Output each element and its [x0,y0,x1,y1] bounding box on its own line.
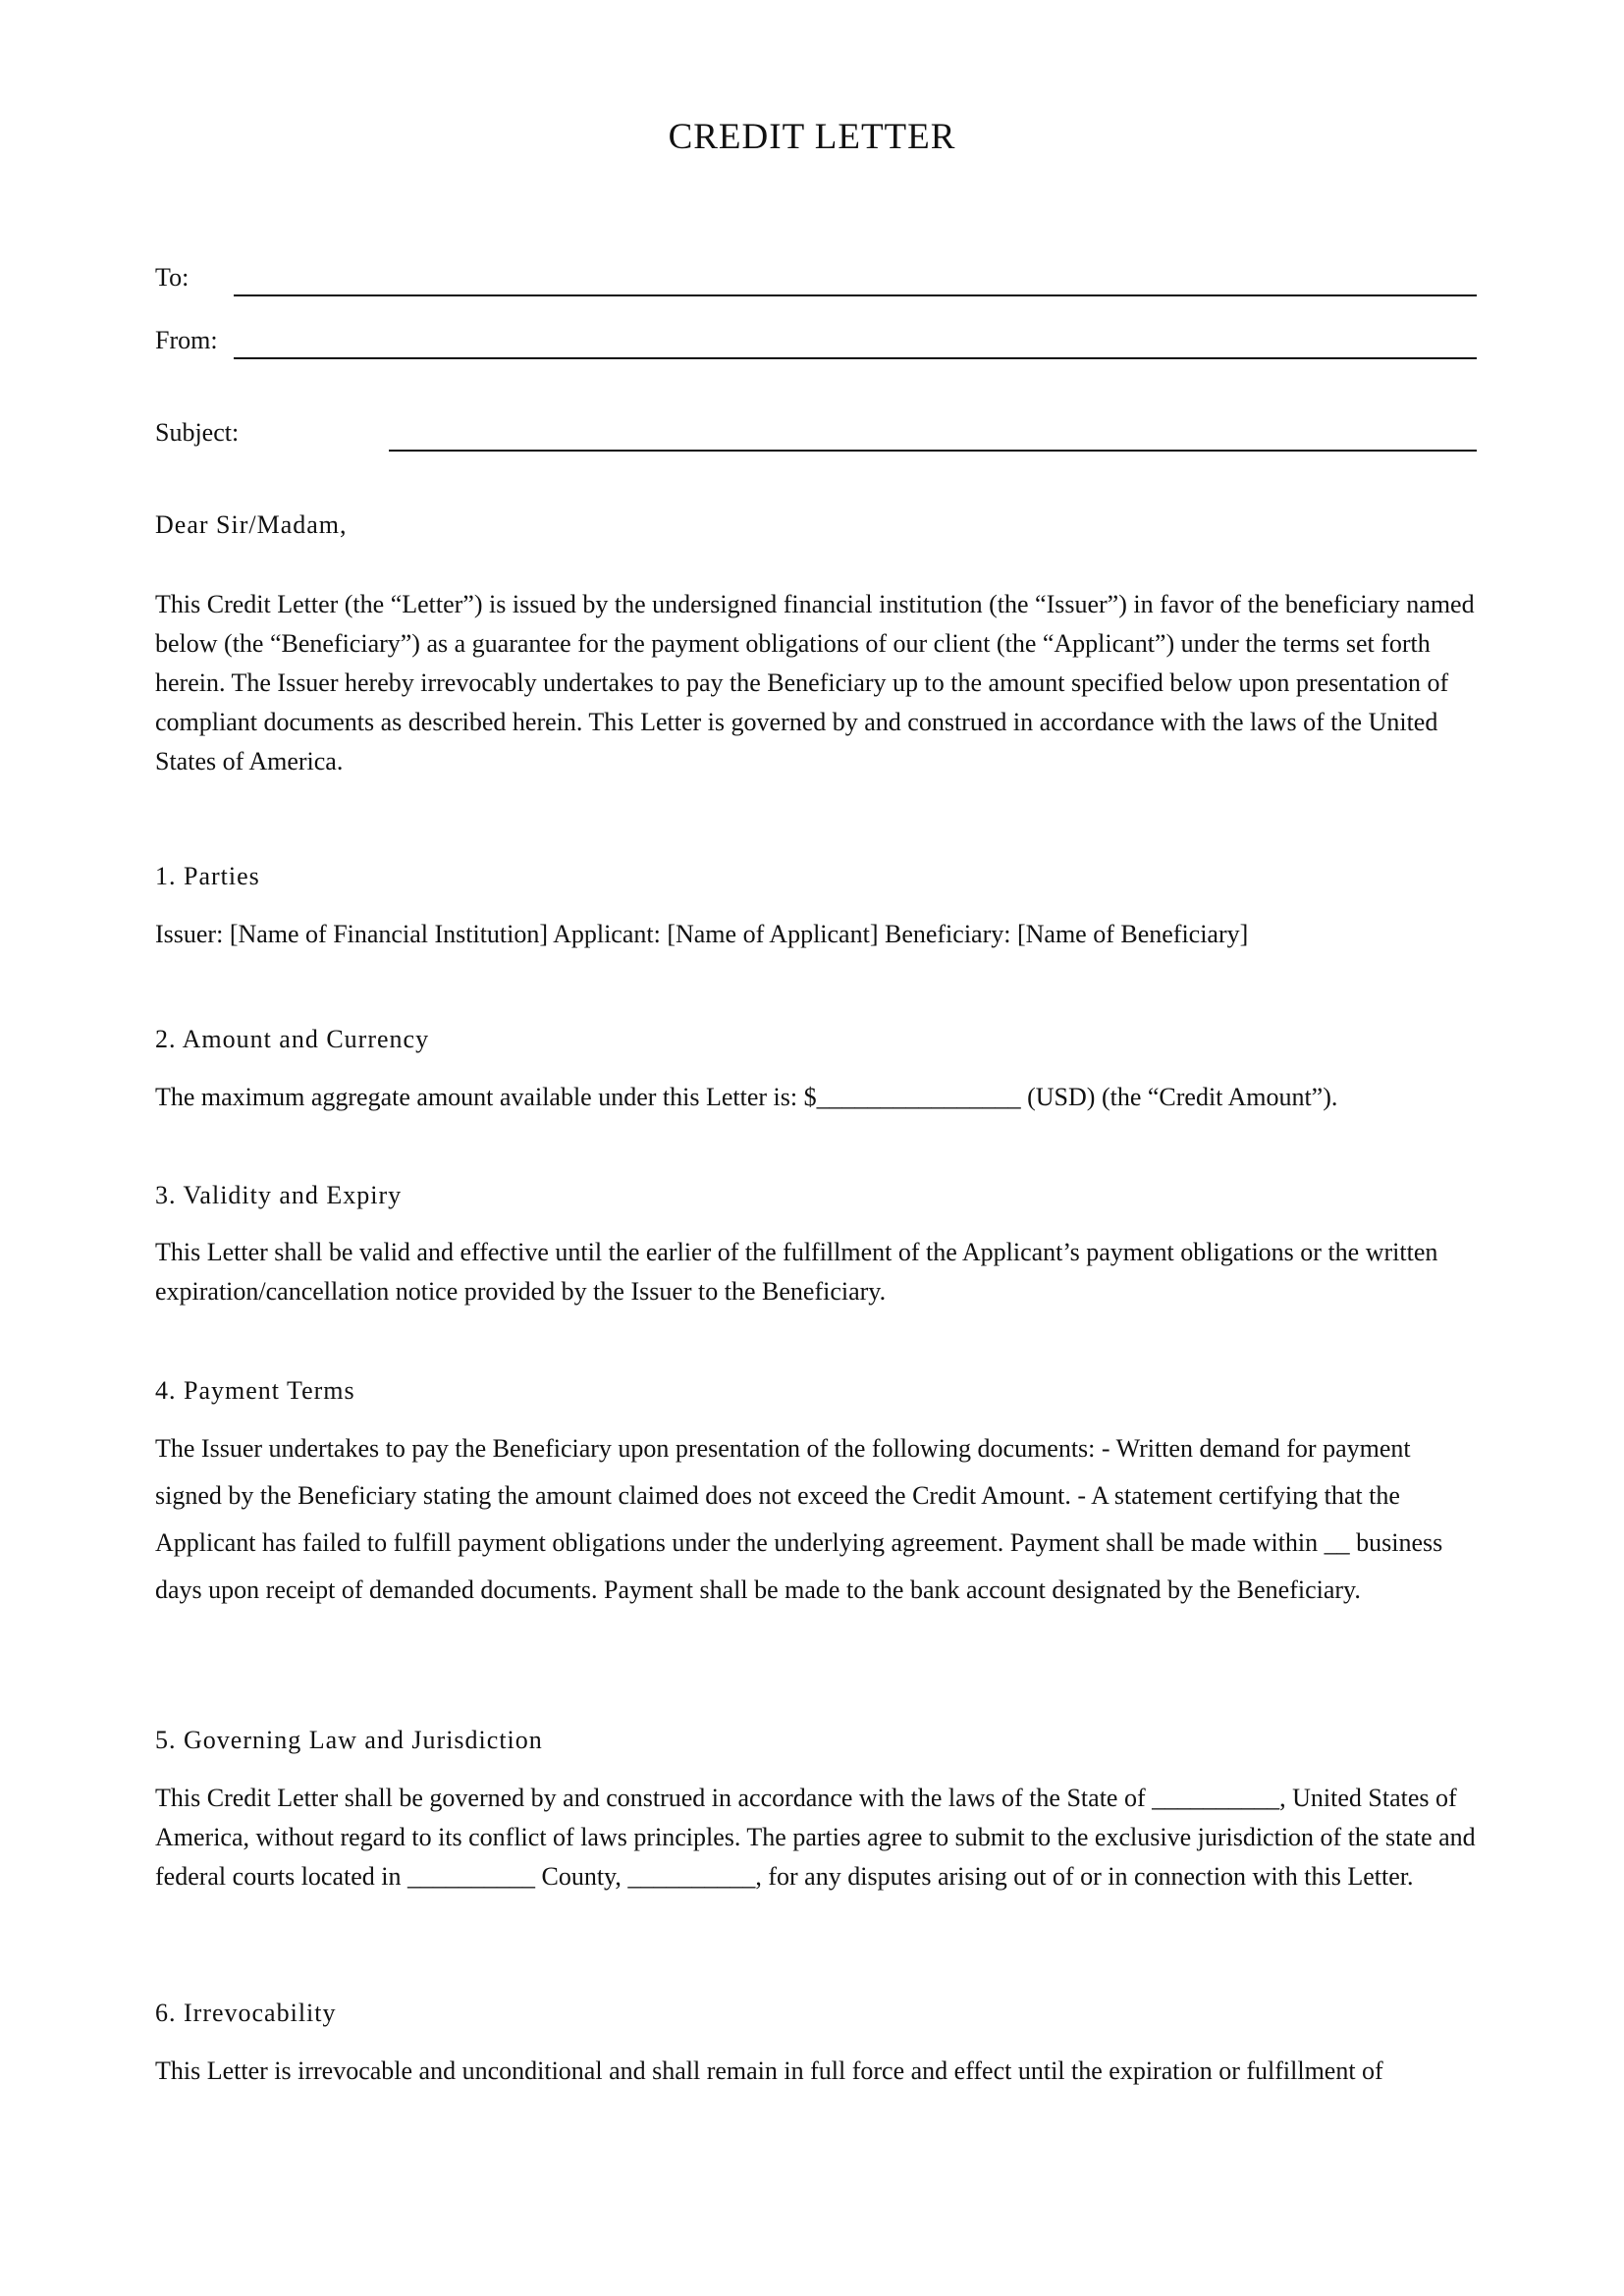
section-heading-governing-law: 5. Governing Law and Jurisdiction [155,1726,543,1754]
intro-paragraph: This Credit Letter (the “Letter”) is issued by the undersigned financial institution (the “Issuer”) in favor of the beneficiary named below (the “Beneficiary”) as a guarantee for the payment obligations of our client (the “Applicant”) under the terms set forth herein. The Issuer hereby irrevocably undertakes to pay the Beneficiary up to the amount specified below upon presentation of compliant documents as described herein. This Letter is governed by and construed in accordance with the laws of the United States of America. [155,590,1475,775]
section-body-payment: The Issuer undertakes to pay the Beneficiary upon presentation of the following documents: - Written demand for payment signed by the Beneficiary stating the amount claimed does not exceed the Credit Amount. - A statement certifying that the Applicant has failed to fulfill payment obligations under the underlying agreement. Payment shall be made within __ business days upon receipt of demanded documents. Payment shall be made to the bank account designated by the Beneficiary. [155,1434,1443,1604]
from-label: From: [155,326,218,354]
section-heading-payment: 4. Payment Terms [155,1376,355,1405]
from-input-line[interactable] [234,357,1477,359]
section-heading-amount: 2. Amount and Currency [155,1025,430,1053]
subject-input-line[interactable] [389,450,1477,452]
section-body-validity: This Letter shall be valid and effective until the earlier of the fulfillment of the Applicant’s payment obligations or the written expiration/cancellation notice provided by the Issuer to the Beneficiary. [155,1238,1438,1306]
from-field-row [155,320,1477,359]
section-heading-irrevocability: 6. Irrevocability [155,1999,337,2027]
section-heading-validity: 3. Validity and Expiry [155,1181,403,1209]
section-body-parties: Issuer: [Name of Financial Institution] Applicant: [Name of Applicant] Beneficiary: [Name of Beneficiary] [155,920,1249,948]
subject-label: Subject: [155,418,240,447]
section-heading-parties: 1. Parties [155,862,260,890]
section-body-governing-law: This Credit Letter shall be governed by and construed in accordance with the laws of the State of __________, United States of America, without regard to its conflict of laws principles. The parties agree to submit to the exclusive jurisdiction of the state and federal courts located in __________ County, __________, for any disputes arising out of or in connection with this Letter. [155,1784,1476,1891]
to-label: To: [155,263,189,292]
to-input-line[interactable] [234,294,1477,296]
document-title: CREDIT LETTER [668,117,956,157]
section-body-irrevocability: This Letter is irrevocable and unconditional and shall remain in full force and effect until the expiration or fulfillment of [155,2056,1383,2085]
section-body-amount: The maximum aggregate amount available under this Letter is: $________________ (USD) (the “Credit Amount”). [155,1083,1338,1111]
subject-field-row [155,412,1477,452]
to-field-row [155,257,1477,296]
salutation: Dear Sir/Madam, [155,510,348,539]
